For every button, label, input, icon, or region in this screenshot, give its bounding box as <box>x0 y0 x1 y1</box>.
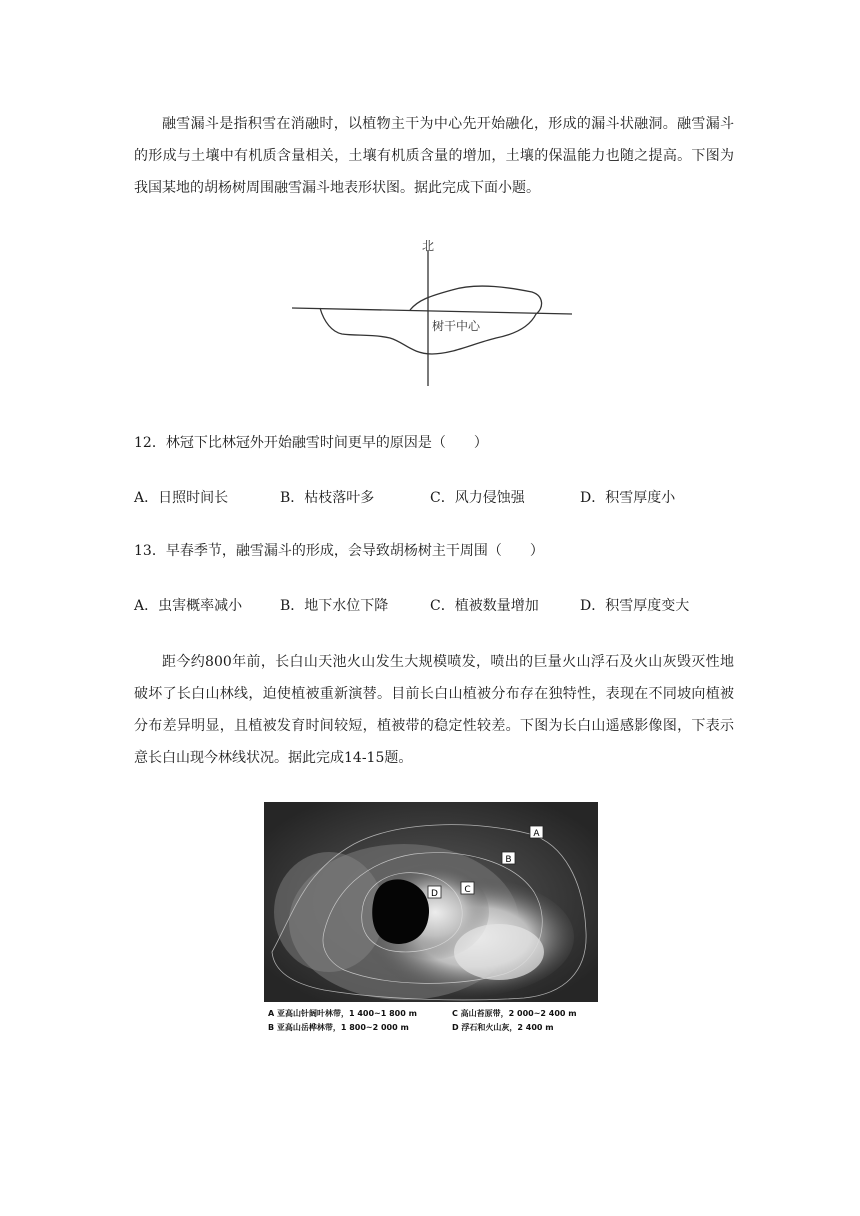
question-13-stem: 13．早春季节，融雪漏斗的形成，会导致胡杨树主干周围（ ） <box>134 543 544 559</box>
marker-c: C <box>464 885 471 895</box>
q12-option-a: A．日照时间长 <box>134 490 229 506</box>
passage-2: 距今约800年前，长白山天池火山发生大规模喷发，喷出的巨量火山浮石及火山灰毁灭性地破坏了长白山林线，迫使植被重新演替。目前长白山植被分布存在独特性，表现在不同坡向植被分布差异明显，且植被发育时间较短，植被带的稳定性较差。下图为长白山遥感影像图，下表示意长白山现今林线状况。据此完成14-15题。 <box>134 654 734 766</box>
q13-option-a: A．虫害概率减小 <box>134 598 243 614</box>
legend-b: B 亚高山岳桦林带，1 800~2 000 m <box>268 1023 409 1032</box>
trunk-center-label: 树干中心 <box>432 319 481 333</box>
legend-c: C 高山苔原带，2 000~2 400 m <box>452 1009 577 1018</box>
snowmelt-funnel-diagram <box>280 236 580 391</box>
marker-a: A <box>533 829 540 839</box>
passage-1: 融雪漏斗是指积雪在消融时，以植物主干为中心先开始融化，形成的漏斗状融洞。融雪漏斗的形成与土壤中有机质含量相关，土壤有机质含量的增加，土壤的保温能力也随之提高。下图为我国某地的胡杨树周围融雪漏斗地表形状图。据此完成下面小题。 <box>134 116 734 196</box>
question-12-stem: 12．林冠下比林冠外开始融雪时间更早的原因是（ ） <box>134 435 488 451</box>
q13-option-d: D．积雪厚度变大 <box>580 598 690 614</box>
marker-d: D <box>431 889 438 899</box>
q13-option-b: B．地下水位下降 <box>280 598 389 614</box>
legend-d: D 浮石和火山灰，2 400 m <box>452 1023 554 1032</box>
q12-option-d: D．积雪厚度小 <box>580 490 676 506</box>
marker-b: B <box>505 855 512 865</box>
legend-a: A 亚高山针阔叶林带，1 400~1 800 m <box>268 1009 417 1018</box>
q13-option-c: C．植被数量增加 <box>430 598 539 614</box>
q12-option-c: C．风力侵蚀强 <box>430 490 525 506</box>
changbai-remote-sensing-image <box>264 802 598 1036</box>
q12-option-b: B．枯枝落叶多 <box>280 490 375 506</box>
north-label: 北 <box>422 239 435 253</box>
